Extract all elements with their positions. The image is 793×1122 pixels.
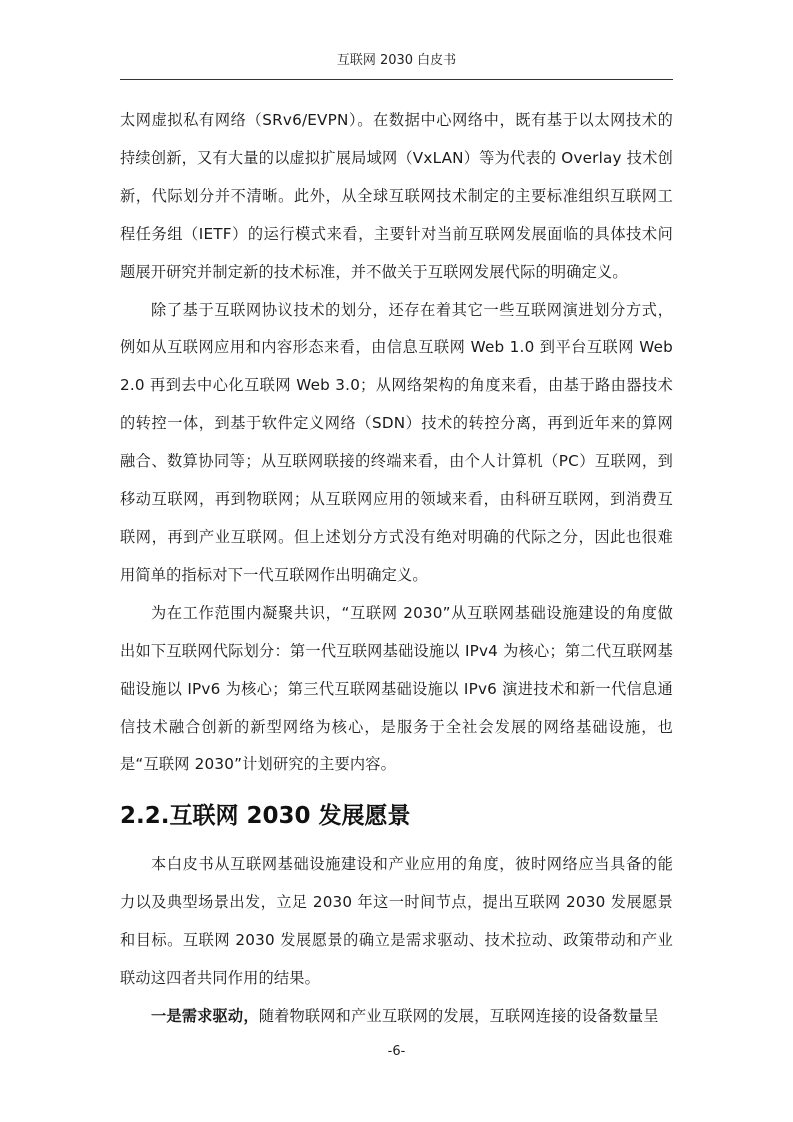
paragraph-3: 为在工作范围内凝聚共识，“互联网 2030”从互联网基础设施建设的角度做出如下互联网代际划分：第一代互联网基础设施以 IPv4 为核心；第二代互联网基础设施以 IPv6 为核心；第三代互联网基础设施以 IPv6 演进技术和新一代信息通信技术融合创新的新型网络为核心，是服务于全社会发展的网络基础设施，也是“互联网 2030”计划研究的主要内容。 <box>120 603 673 774</box>
paragraph-4: 本白皮书从互联网基础设施建设和产业应用的角度，彼时网络应当具备的能力以及典型场景出发，立足 2030 年这一时间节点，提出互联网 2030 发展愿景和目标。互联网 2030 发展愿景的确立是需求驱动、技术拉动、政策带动和产业联动这四者共同作用的结果。 <box>120 855 673 988</box>
paragraph-1: 太网虚拟私有网络（SRv6/EVPN）。在数据中心网络中，既有基于以太网技术的持续创新，又有大量的以虚拟扩展局域网（VxLAN）等为代表的 Overlay 技术创新，代际划分并不清晰。此外，从全球互联网技术制定的主要标准组织互联网工程任务组（IETF）的运行模式来看，主要针对当前互联网发展面临的具体技术问题展开研究并制定新的技术标准，并不做关于互联网发展代际的明确定义。 <box>120 111 673 281</box>
header-divider <box>120 79 673 80</box>
page-number: -6- <box>387 1044 406 1059</box>
running-header: 互联网 2030 白皮书 <box>336 53 457 68</box>
section-heading: 2.2.互联网 2030 发展愿景 <box>120 803 411 830</box>
paragraph-5-text: 随着物联网和产业互联网的发展，互联网连接的设备数量呈 <box>258 1006 659 1025</box>
page-body <box>120 102 673 1036</box>
paragraph-2: 除了基于互联网协议技术的划分，还存在着其它一些互联网演进划分方式，例如从互联网应用和内容形态来看，由信息互联网 Web 1.0 到平台互联网 Web 2.0 再到去中心化互联网 Web 3.0；从网络架构的角度来看，由基于路由器技术的转控一体，到基于软件定义网络（SDN）技术的转控分离，再到近年来的算网融合、数算协同等；从互联网联接的终端来看，由个人计算机（PC）互联网，到移动互联网，再到物联网；从互联网应用的领域来看，由科研互联网，到消费互联网，再到产业互联网。但上述划分方式没有绝对明确的代际之分，因此也很难用简单的指标对下一代互联网作出明确定义。 <box>120 300 673 584</box>
paragraph-5-lead: 一是需求驱动， <box>151 1006 259 1025</box>
paragraph-5 <box>120 998 673 1036</box>
